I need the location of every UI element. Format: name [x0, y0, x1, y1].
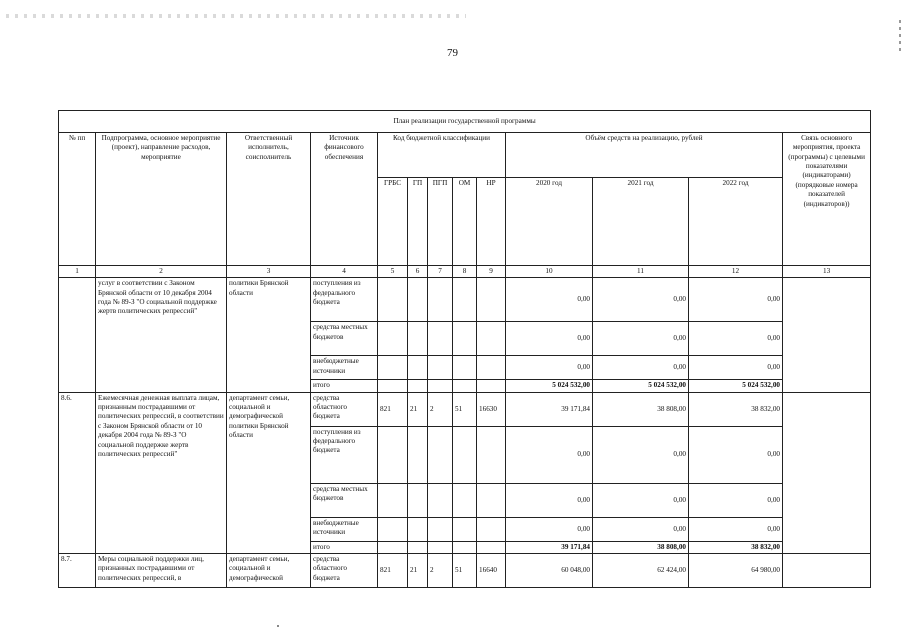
funding-source-total: итого [311, 380, 378, 392]
header-budget-code: Код бюджетной классификации [378, 133, 506, 178]
header-source: Источник финансового обеспечения [311, 133, 378, 266]
value-2022: 0,00 [689, 356, 783, 380]
funding-source: внебюджетные источники [311, 517, 378, 541]
code-grbs: 821 [378, 392, 408, 426]
value-2021: 0,00 [593, 278, 689, 322]
link-cell [783, 554, 871, 588]
value-2021: 38 808,00 [593, 392, 689, 426]
funding-source: средства областного бюджета [311, 554, 378, 588]
header-volume: Объём средств на реализацию, рублей [506, 133, 783, 178]
row-num-cell [59, 278, 96, 392]
value-2020: 0,00 [506, 483, 593, 517]
value-2022: 0,00 [689, 278, 783, 322]
column-number: 12 [689, 266, 783, 278]
value-2020: 39 171,84 [506, 392, 593, 426]
row-num: 8.7. [59, 554, 96, 588]
measure-name: услуг в соответствии с Законом Брянской области от 10 декабря 2004 года № 89-З "О социальной поддержке жертв политических репрессий" [96, 278, 227, 392]
code-pgp: 2 [428, 392, 453, 426]
column-number: 8 [453, 266, 477, 278]
header-gp: ГП [408, 178, 428, 266]
program-plan-table [58, 110, 871, 588]
column-number: 9 [477, 266, 506, 278]
value-2020: 0,00 [506, 322, 593, 356]
header-2020: 2020 год [506, 178, 593, 266]
table-row [59, 278, 871, 322]
column-number: 2 [96, 266, 227, 278]
column-number: 7 [428, 266, 453, 278]
link-cell [783, 392, 871, 553]
value-2021: 0,00 [593, 356, 689, 380]
code-gp: 21 [408, 392, 428, 426]
total-2022: 5 024 532,00 [689, 380, 783, 392]
code-gp: 21 [408, 554, 428, 588]
code-om: 51 [453, 554, 477, 588]
table-caption-row [59, 111, 871, 133]
header-link: Связь основного мероприятия, проекта (программы) с целевыми показателями (индикаторами) (порядковые номера показателей (индикаторов)) [783, 133, 871, 266]
code-nr: 16640 [477, 554, 506, 588]
value-2020: 0,00 [506, 278, 593, 322]
header-nr: НР [477, 178, 506, 266]
value-2020: 0,00 [506, 356, 593, 380]
column-number: 6 [408, 266, 428, 278]
code-pgp: 2 [428, 554, 453, 588]
measure-executor: департамент семьи, социальной и демографической политики Брянской области [227, 392, 311, 553]
header-om: ОМ [453, 178, 477, 266]
link-cell [783, 278, 871, 392]
funding-source: внебюджетные источники [311, 356, 378, 380]
header-row-1 [59, 133, 871, 178]
measure-executor: политики Брянской области [227, 278, 311, 392]
funding-source: поступления из федерального бюджета [311, 278, 378, 322]
column-number: 13 [783, 266, 871, 278]
funding-source: средства местных бюджетов [311, 322, 378, 356]
measure-name: Меры социальной поддержки лиц, признанных пострадавшими от политических репрессий, в [96, 554, 227, 588]
page-number: 79 [447, 47, 458, 59]
value-2020: 0,00 [506, 426, 593, 483]
code-om: 51 [453, 392, 477, 426]
value-2022: 0,00 [689, 426, 783, 483]
column-number: 5 [378, 266, 408, 278]
header-executor: Ответственный исполнитель, соисполнитель [227, 133, 311, 266]
header-subprogram: Подпрограмма, основное мероприятие (проект), направление расходов, мероприятие [96, 133, 227, 266]
header-2022: 2022 год [689, 178, 783, 266]
value-2020: 0,00 [506, 517, 593, 541]
code-grbs: 821 [378, 554, 408, 588]
funding-source: поступления из федерального бюджета [311, 426, 378, 483]
value-2022: 0,00 [689, 517, 783, 541]
column-number-row [59, 266, 871, 278]
total-2021: 38 808,00 [593, 541, 689, 553]
funding-source-total: итого [311, 541, 378, 553]
measure-executor: департамент семьи, социальной и демографической [227, 554, 311, 588]
value-2021: 0,00 [593, 426, 689, 483]
header-num: № пп [59, 133, 96, 266]
measure-name: Ежемесячная денежная выплата лицам, признанным пострадавшими от политических репрессий, в соответствии с Законом Брянской области от 10 декабря 2004 года № 89-З "О социальной поддержке жертв политических репрессий" [96, 392, 227, 553]
value-2022: 0,00 [689, 322, 783, 356]
funding-source: средства местных бюджетов [311, 483, 378, 517]
table-row [59, 392, 871, 426]
total-2020: 39 171,84 [506, 541, 593, 553]
value-2022: 64 980,00 [689, 554, 783, 588]
value-2021: 0,00 [593, 322, 689, 356]
header-2021: 2021 год [593, 178, 689, 266]
value-2021: 0,00 [593, 517, 689, 541]
value-2022: 0,00 [689, 483, 783, 517]
funding-source: средства областного бюджета [311, 392, 378, 426]
column-number: 10 [506, 266, 593, 278]
header-pgp: ПГП [428, 178, 453, 266]
scan-artifact-dot [277, 625, 279, 627]
code-nr: 16630 [477, 392, 506, 426]
column-number: 1 [59, 266, 96, 278]
header-grbs: ГРБС [378, 178, 408, 266]
value-2022: 38 832,00 [689, 392, 783, 426]
column-number: 4 [311, 266, 378, 278]
column-number: 3 [227, 266, 311, 278]
total-2022: 38 832,00 [689, 541, 783, 553]
table-row [59, 554, 871, 588]
value-2020: 60 048,00 [506, 554, 593, 588]
scan-artifact-top [6, 14, 466, 18]
column-number: 11 [593, 266, 689, 278]
table-caption: План реализации государственной программы [59, 111, 871, 133]
value-2021: 0,00 [593, 483, 689, 517]
row-num: 8.6. [59, 392, 96, 553]
total-2021: 5 024 532,00 [593, 380, 689, 392]
value-2021: 62 424,00 [593, 554, 689, 588]
total-2020: 5 024 532,00 [506, 380, 593, 392]
